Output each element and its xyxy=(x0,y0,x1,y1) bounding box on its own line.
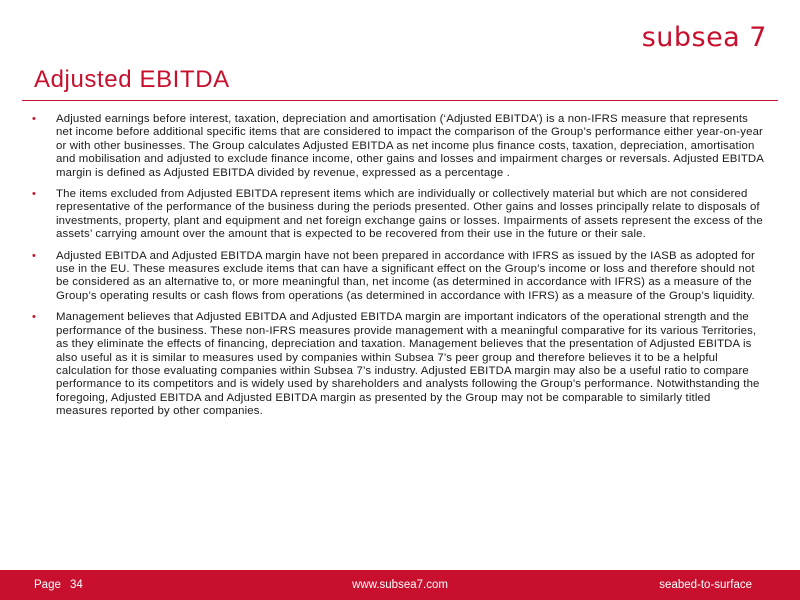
bullet-item xyxy=(30,311,764,418)
bullet-text: Management believes that Adjusted EBITDA and Adjusted EBITDA margin are important indicators of the operational strength and the performance of the business. These non-IFRS measures provide management with a meaningful comparative for its various Territories, as they eliminate the effects of financing, depreciation and taxation. Management believes that the presentation of Adjusted EBITDA is also useful as it is similar to measures used by companies within Subsea 7’s peer group and therefore believes it to be a helpful calculation for those evaluating companies within Subsea 7’s industry. Adjusted EBITDA margin may also be a useful ratio to compare performance to its competitors and is widely used by shareholders and analysts following the Group’s performance. Notwithstanding the foregoing, Adjusted EBITDA and Adjusted EBITDA margin as presented by the Group may not be comparable to similarly titled measures reported by other companies. xyxy=(56,311,760,418)
bullet-item xyxy=(30,188,764,242)
bullet-text: The items excluded from Adjusted EBITDA represent items which are individually or collectively material but which are not considered representative of the performance of the business during the periods presented. Other gains and losses principally relate to disposals of investments, property, plant and equipment and net foreign exchange gains or losses. Impairments of assets represent the excess of the assets’ carrying amount over the amount that is expected to be recovered from their use in the future or their sale. xyxy=(56,188,763,241)
bullet-dot-icon: • xyxy=(32,311,37,324)
bullet-dot-icon: • xyxy=(32,249,37,262)
website-url: www.subsea7.com xyxy=(352,579,448,591)
bullet-item xyxy=(30,113,764,180)
company-logo: subsea 7 xyxy=(641,22,767,53)
bullet-text: Adjusted EBITDA and Adjusted EBITDA margin have not been prepared in accordance with IFRS as issued by the IASB as adopted for use in the EU. These measures exclude items that can have a significant effect on the Group’s income or loss and therefore should not be considered as an alternative to, or more meaningful than, net income (as determined in accordance with IFRS) as a measure of the Group’s operating results or cash flows from operations (as determined in accordance with IFRS) as a measure of the Group’s liquidity. xyxy=(56,249,755,302)
bullet-dot-icon: • xyxy=(32,113,37,125)
bullet-dot-icon: • xyxy=(32,188,37,201)
title-divider xyxy=(22,100,778,101)
slide-title: Adjusted EBITDA xyxy=(34,66,230,93)
page-number: 34 xyxy=(70,579,83,591)
footer-bar xyxy=(0,570,800,600)
bullet-list xyxy=(30,113,764,427)
bullet-item xyxy=(30,250,764,304)
page-label: Page xyxy=(34,579,61,591)
bullet-text: Adjusted earnings before interest, taxation, depreciation and amortisation (‘Adjusted EBITDA’) is a non-IFRS measure that represents net income before additional specific items that are considered to impact the comparison of the Group’s performance either year-on-year or with other businesses. The Group calculates Adjusted EBITDA as net income plus finance costs, taxation, depreciation, amortisation and mobilisation and adjusted to exclude finance income, other gains and losses and impairment charges or reversals. Adjusted EBITDA margin is defined as Adjusted EBITDA divided by revenue, expressed as a percentage . xyxy=(56,113,764,179)
tagline: seabed-to-surface xyxy=(659,579,752,591)
